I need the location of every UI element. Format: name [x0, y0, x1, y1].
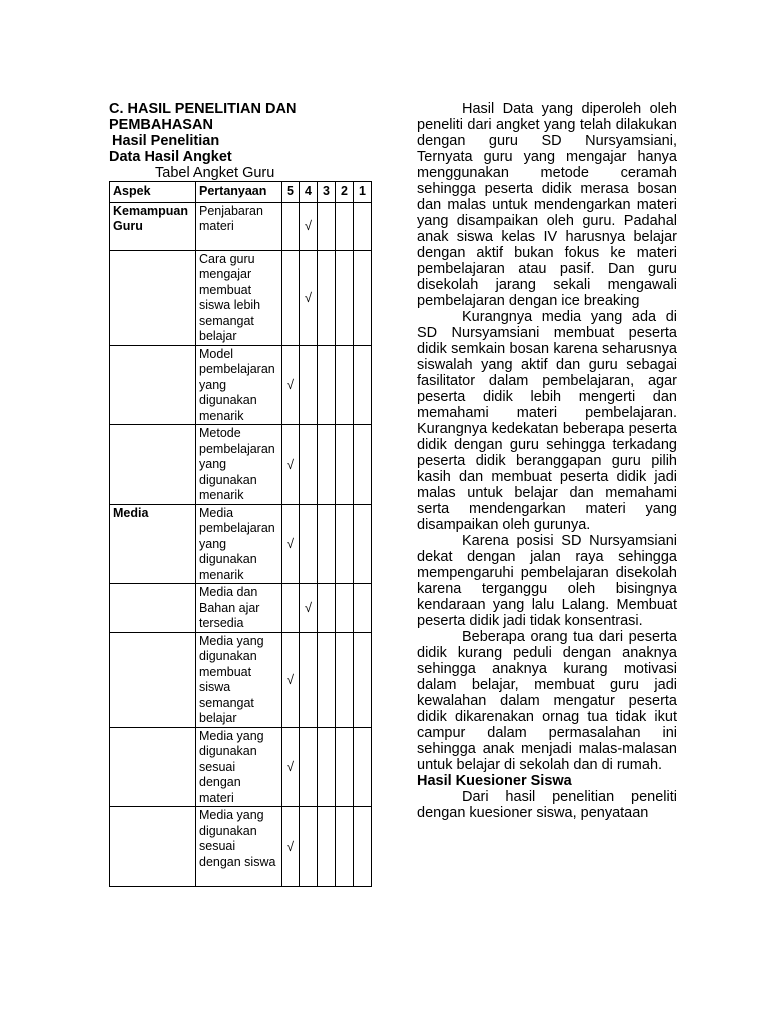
table-row — [110, 632, 372, 727]
angket-guru-table — [109, 181, 372, 887]
score-mark-cell — [318, 202, 336, 250]
table-header-row — [110, 182, 372, 203]
question-cell: Media yang digunakan membuat siswa semangat belajar — [196, 632, 282, 727]
score-mark-cell: √ — [282, 425, 300, 505]
score-mark-cell — [336, 425, 354, 505]
paragraph-posisi-sekolah: Karena posisi SD Nursyamsiani dekat dengan jalan raya sehingga mempengaruhi pembelajaran disekolah karena terganggu oleh bisingnya kendaraan yang lalu Lalang. Membuat peserta didik jadi tidak konsentrasi. — [417, 533, 677, 629]
paragraph-hasil-data: Hasil Data yang diperoleh oleh peneliti dari angket yang telah dilakukan dengan guru SD Nursyamsiani, Ternyata guru yang mengajar hanya menggunakan metode ceramah sehingga peserta didik merasa bosan dan malas untuk mendengarkan materi yang disampaikan oleh guru. Padahal anak siswa kelas IV harusnya belajar dengan aktif bukan fokus ke materi pembelajaran atau pasif. Dan guru disekolah jarang sekali mengawali pembelajaran dengan ice breaking — [417, 101, 677, 309]
table-row — [110, 425, 372, 505]
aspect-cell — [110, 584, 196, 633]
score-mark-cell: √ — [300, 202, 318, 250]
section-title: C. HASIL PENELITIAN DAN PEMBAHASAN — [109, 101, 297, 133]
score-mark-cell — [354, 584, 372, 633]
score-mark-cell — [354, 727, 372, 807]
score-mark-cell — [336, 632, 354, 727]
score-mark-cell — [318, 345, 336, 425]
table-row — [110, 584, 372, 633]
table-row — [110, 202, 372, 250]
score-mark-cell: √ — [282, 727, 300, 807]
question-cell: Media yang digunakan sesuai dengan siswa — [196, 807, 282, 887]
score-mark-cell — [336, 504, 354, 584]
aspect-cell — [110, 250, 196, 345]
question-cell: Penjabaran materi — [196, 202, 282, 250]
score-mark-cell: √ — [282, 807, 300, 887]
table-row — [110, 345, 372, 425]
question-cell: Media dan Bahan ajar tersedia — [196, 584, 282, 633]
score-mark-cell: √ — [300, 584, 318, 633]
right-column — [417, 101, 677, 821]
score-mark-cell — [354, 250, 372, 345]
score-mark-cell — [336, 727, 354, 807]
score-mark-cell — [336, 250, 354, 345]
header-score-3: 3 — [318, 182, 336, 203]
table-row — [110, 807, 372, 887]
header-score-5: 5 — [282, 182, 300, 203]
aspect-cell — [110, 807, 196, 887]
left-column — [109, 101, 373, 887]
score-mark-cell — [300, 345, 318, 425]
header-score-2: 2 — [336, 182, 354, 203]
subtitle: Hasil Penelitian — [112, 133, 220, 149]
header-aspek: Aspek — [110, 182, 196, 203]
subheading-kuesioner-siswa: Hasil Kuesioner Siswa — [417, 773, 572, 789]
aspect-cell — [110, 632, 196, 727]
score-mark-cell — [282, 250, 300, 345]
score-mark-cell — [300, 632, 318, 727]
table-body — [110, 202, 372, 887]
score-mark-cell: √ — [300, 250, 318, 345]
score-mark-cell — [354, 425, 372, 505]
score-mark-cell — [318, 584, 336, 633]
score-mark-cell — [354, 807, 372, 887]
score-mark-cell — [300, 504, 318, 584]
table-row — [110, 250, 372, 345]
score-mark-cell: √ — [282, 504, 300, 584]
data-title: Data Hasil Angket — [109, 149, 232, 165]
score-mark-cell — [318, 250, 336, 345]
aspect-cell — [110, 727, 196, 807]
question-cell: Media yang digunakan sesuai dengan materi — [196, 727, 282, 807]
score-mark-cell — [354, 632, 372, 727]
table-row — [110, 727, 372, 807]
score-mark-cell — [318, 504, 336, 584]
header-score-1: 1 — [354, 182, 372, 203]
score-mark-cell — [282, 584, 300, 633]
score-mark-cell: √ — [282, 632, 300, 727]
aspect-cell: Media — [110, 504, 196, 584]
score-mark-cell — [300, 807, 318, 887]
question-cell: Media pembelajaran yang digunakan menarik — [196, 504, 282, 584]
paragraph-kuesioner: Dari hasil penelitian peneliti dengan kuesioner siswa, penyataan — [417, 789, 677, 821]
aspect-cell — [110, 345, 196, 425]
score-mark-cell — [318, 632, 336, 727]
header-score-4: 4 — [300, 182, 318, 203]
score-mark-cell — [318, 425, 336, 505]
question-cell: Model pembelajaran yang digunakan menarik — [196, 345, 282, 425]
header-pertanyaan: Pertanyaan — [196, 182, 282, 203]
score-mark-cell — [336, 202, 354, 250]
score-mark-cell — [300, 727, 318, 807]
paragraph-orang-tua: Beberapa orang tua dari peserta didik kurang peduli dengan anaknya sehingga anaknya kurang motivasi dalam belajar, membuat guru jadi kewalahan dalam mengatur peserta didik dikarenakan ornag tua tidak ikut campur dalam permasalahan ini sehingga anak menjadi malas-malasan untuk belajar di sekolah dan di rumah. — [417, 629, 677, 773]
table-caption: Tabel Angket Guru — [155, 165, 275, 181]
score-mark-cell — [354, 345, 372, 425]
score-mark-cell — [354, 202, 372, 250]
table-row — [110, 504, 372, 584]
score-mark-cell — [336, 807, 354, 887]
score-mark-cell — [354, 504, 372, 584]
score-mark-cell — [300, 425, 318, 505]
question-cell: Cara guru mengajar membuat siswa lebih semangat belajar — [196, 250, 282, 345]
paragraph-kurangnya-media: Kurangnya media yang ada di SD Nursyamsiani membuat peserta didik semkain bosan karena seharusnya siswalah yang aktif dan guru sebagai fasilitator dalam pembelajaran, agar peserta didik lebih mengerti dan memahami materi pembelajaran. Kurangnya kedekatan beberapa peserta didik dengan guru sehingga terkadang peserta didik beranggapan guru pilih kasih dan membuat peserta didik jadi malas untuk belajar dan memahami serta mendengarkan materi yang disampaikan oleh gurunya. — [417, 309, 677, 533]
score-mark-cell: √ — [282, 345, 300, 425]
score-mark-cell — [336, 584, 354, 633]
score-mark-cell — [318, 807, 336, 887]
aspect-cell: Kemampuan Guru — [110, 202, 196, 250]
score-mark-cell — [282, 202, 300, 250]
score-mark-cell — [336, 345, 354, 425]
question-cell: Metode pembelajaran yang digunakan menarik — [196, 425, 282, 505]
aspect-cell — [110, 425, 196, 505]
score-mark-cell — [318, 727, 336, 807]
